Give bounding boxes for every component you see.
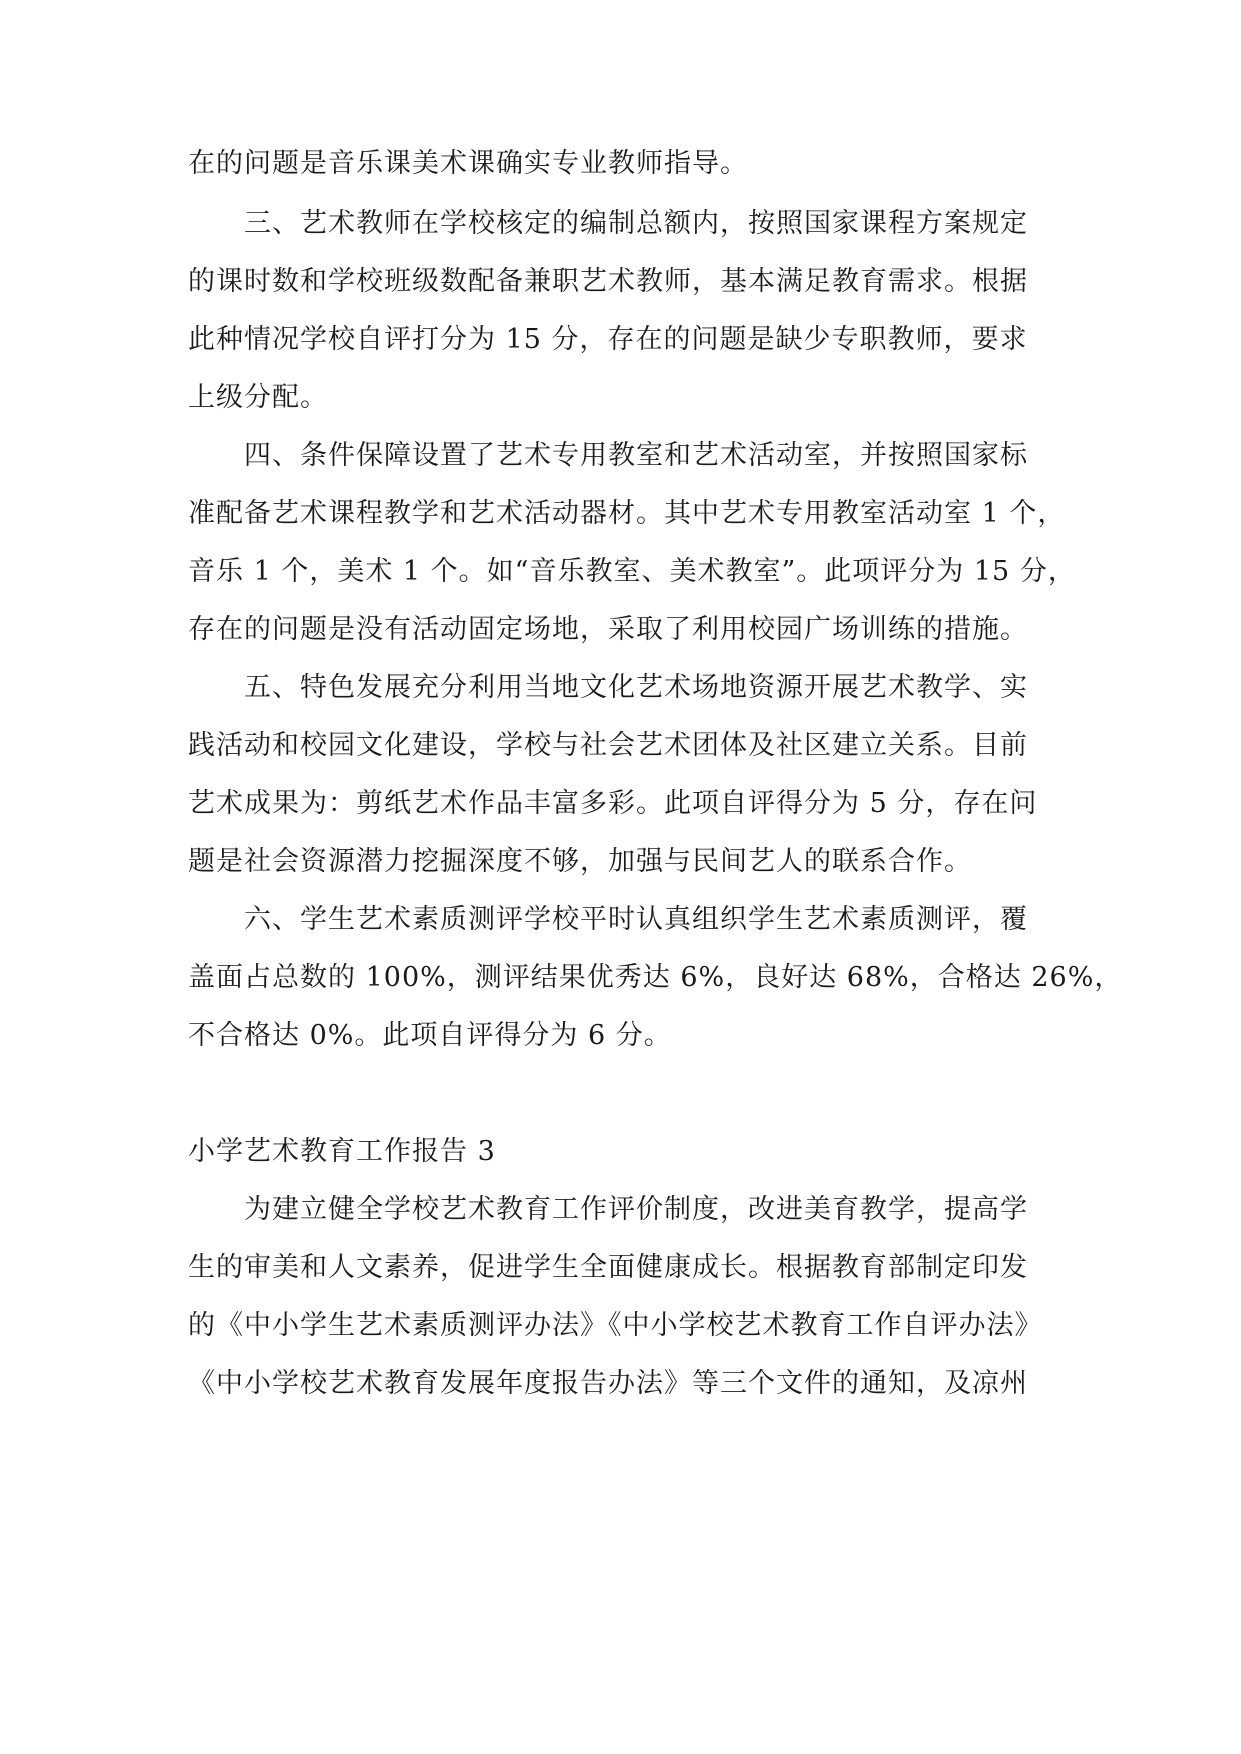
paragraph-four-start: 四、条件保障设置了艺术专用教室和艺术活动室，并按照国家标 (244, 440, 1028, 471)
text-line: 不合格达 0%。此项自评得分为 6 分。 (188, 1020, 672, 1051)
report-paragraph-start: 为建立健全学校艺术教育工作评价制度，改进美育教学，提高学 (244, 1194, 1028, 1225)
text-line: 题是社会资源潜力挖掘深度不够，加强与民间艺人的联系合作。 (188, 846, 972, 877)
text-line: 的课时数和学校班级数配备兼职艺术教师，基本满足教育需求。根据 (188, 266, 1028, 297)
paragraph-six-start: 六、学生艺术素质测评学校平时认真组织学生艺术素质测评，覆 (244, 904, 1028, 935)
text-line: 盖面占总数的 100%，测评结果优秀达 6%，良好达 68%，合格达 26%， (188, 962, 1123, 993)
text-line: 此种情况学校自评打分为 15 分，存在的问题是缺少专职教师，要求 (188, 324, 1028, 355)
section-heading: 小学艺术教育工作报告 3 (188, 1136, 496, 1167)
paragraph-three-start: 三、艺术教师在学校核定的编制总额内，按照国家课程方案规定 (244, 208, 1028, 239)
text-line: 践活动和校园文化建设，学校与社会艺术团体及社区建立关系。目前 (188, 730, 1028, 761)
text-line: 艺术成果为：剪纸艺术作品丰富多彩。此项自评得分为 5 分，存在问 (188, 788, 1038, 819)
text-line: 在的问题是音乐课美术课确实专业教师指导。 (188, 148, 748, 179)
text-line: 生的审美和人文素养，促进学生全面健康成长。根据教育部制定印发 (188, 1252, 1028, 1283)
text-line: 准配备艺术课程教学和艺术活动器材。其中艺术专用教室活动室 1 个， (188, 498, 1066, 529)
text-line: 的《中小学生艺术素质测评办法》《中小学校艺术教育工作自评办法》 (188, 1310, 1043, 1341)
text-line: 音乐 1 个，美术 1 个。如“音乐教室、美术教室”。此项评分为 15 分， (188, 556, 1076, 587)
text-line: 《中小学校艺术教育发展年度报告办法》等三个文件的通知，及凉州 (188, 1368, 1028, 1399)
paragraph-five-start: 五、特色发展充分利用当地文化艺术场地资源开展艺术教学、实 (244, 672, 1028, 703)
text-line: 存在的问题是没有活动固定场地，采取了利用校园广场训练的措施。 (188, 614, 1028, 645)
text-line: 上级分配。 (188, 382, 328, 413)
